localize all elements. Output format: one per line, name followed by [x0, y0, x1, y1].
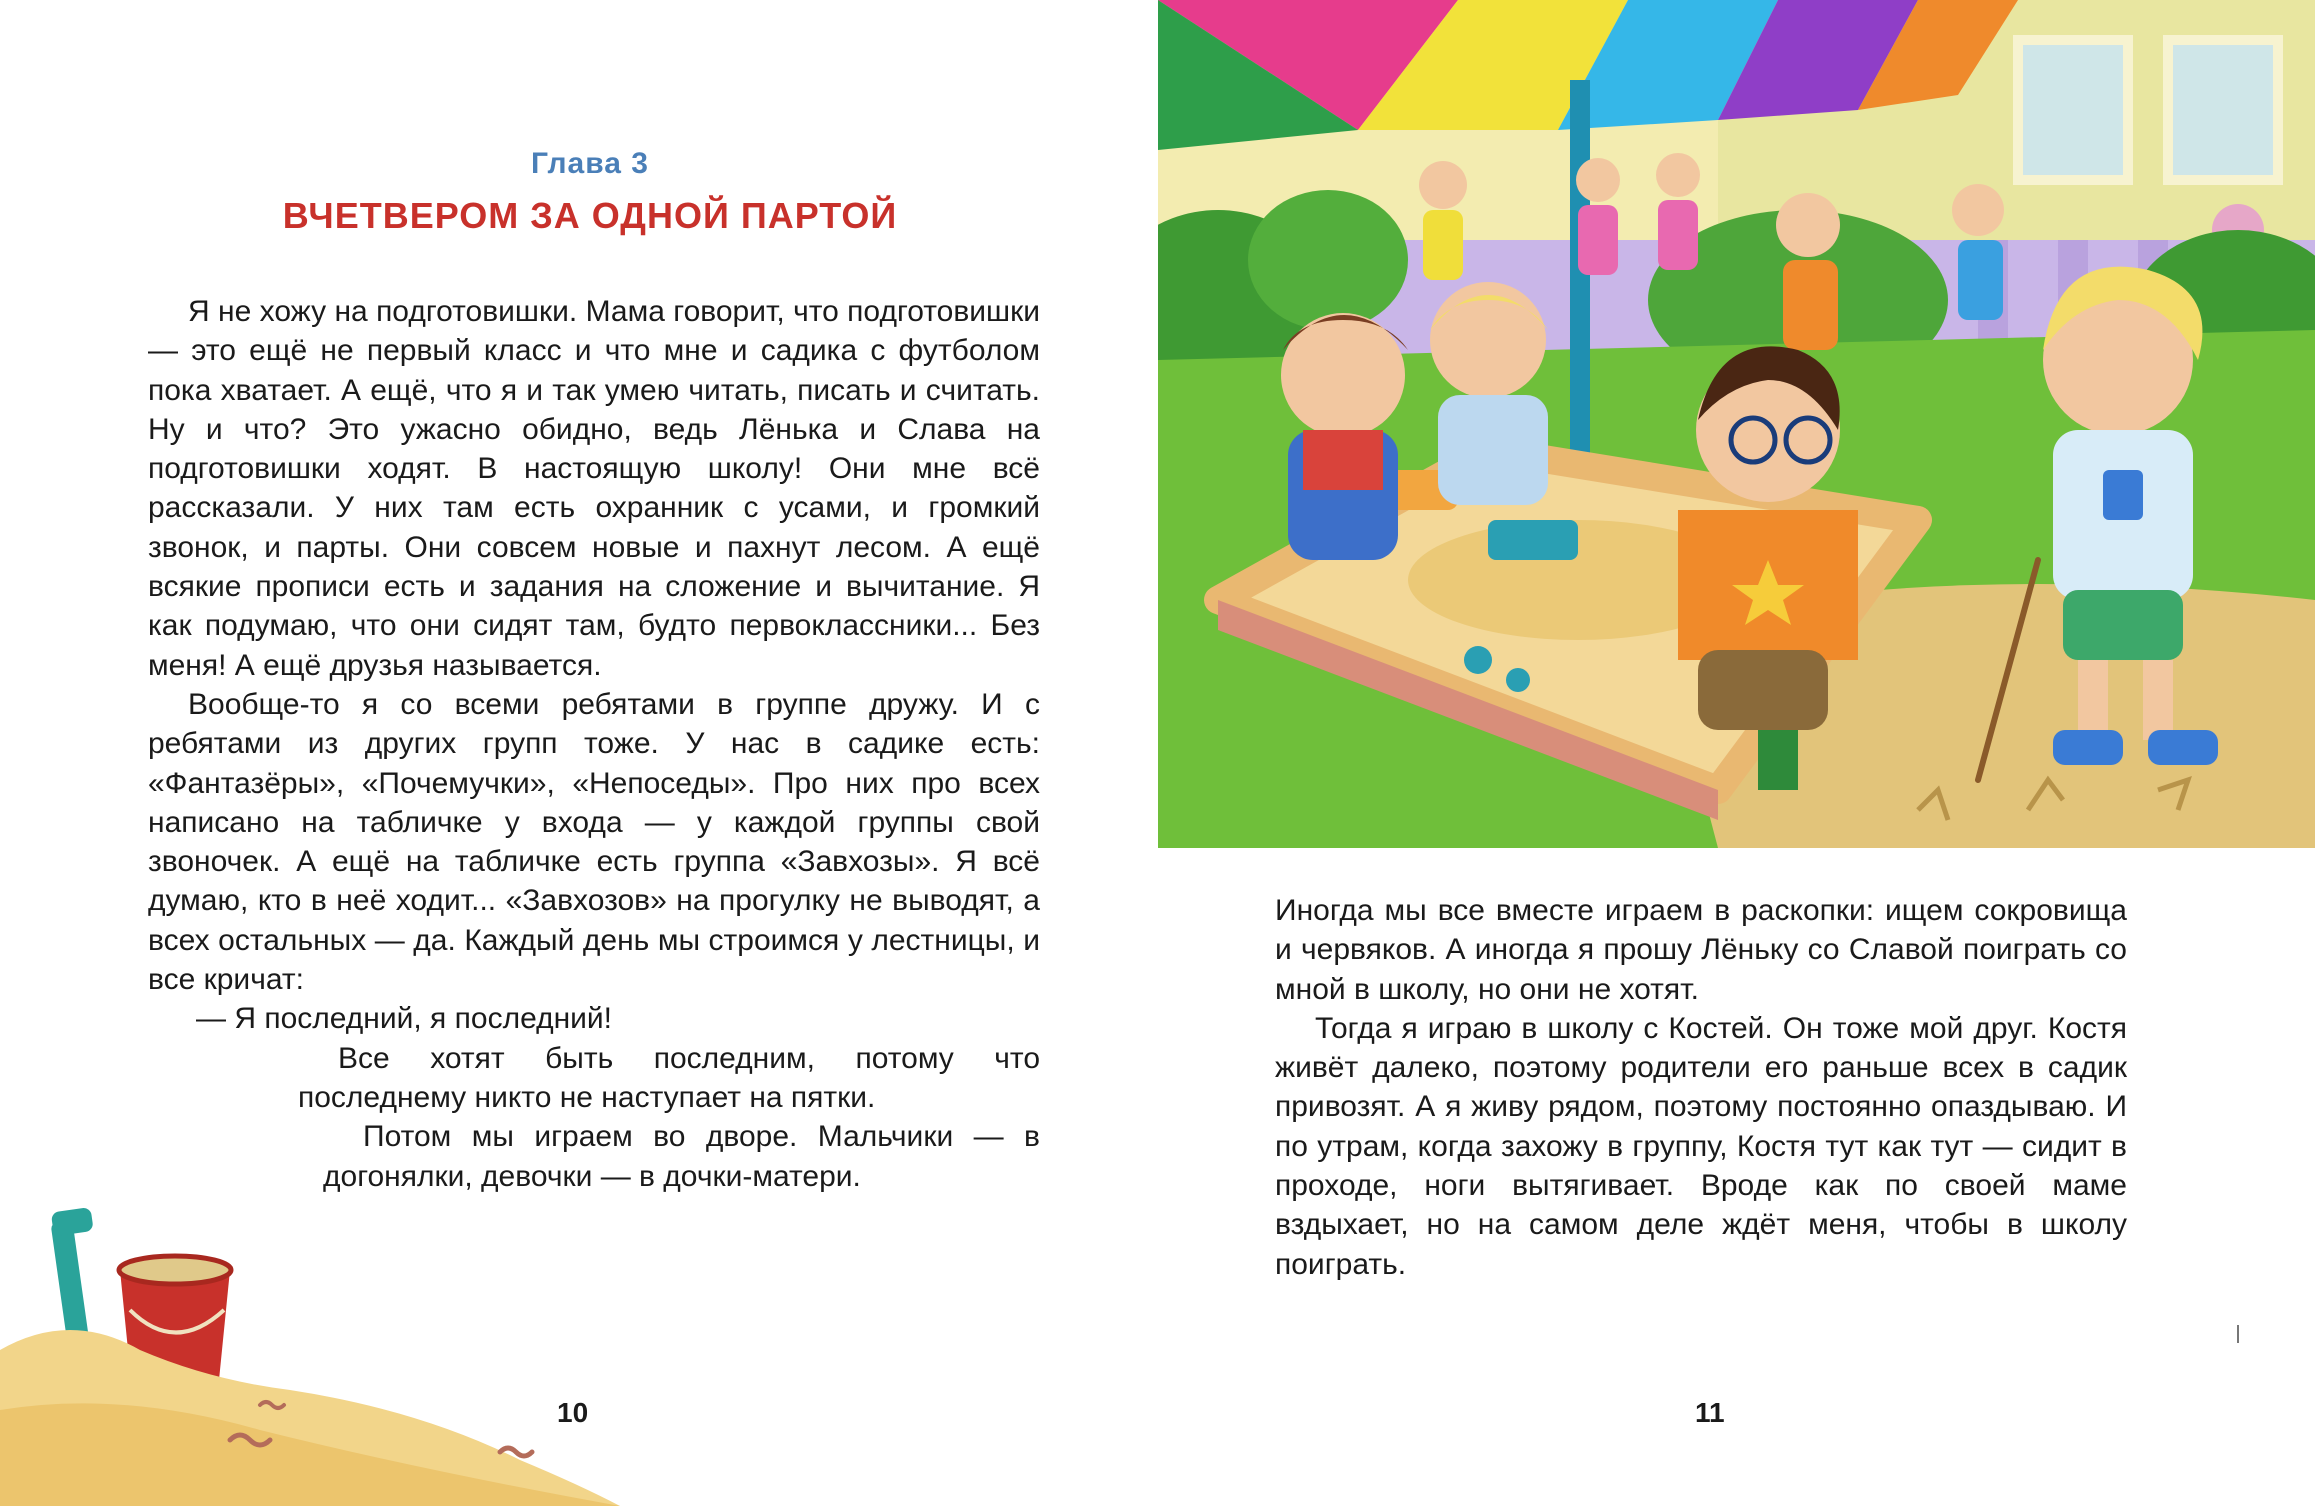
chapter-title: ВЧЕТВЕРОМ ЗА ОДНОЙ ПАРТОЙ — [282, 195, 898, 236]
right-page-text — [1275, 891, 2127, 1284]
paragraph: Тогда я играю в школу с Костей. Он тоже мой друг. Костя живёт далеко, поэтому родители его раньше всех в садик привозят. А я живу рядом, поэтому постоянно опаздываю. И по утрам, когда захожу в группу, Костя тут как тут — сидит в проходе, ноги вытягивает. Вроде как по своей маме вздыхает, но на самом деле ждёт меня, чтобы в школу поиграть. — [1275, 1011, 2127, 1281]
page-number-left: 10 — [557, 1397, 589, 1428]
playground-illustration — [1158, 0, 2315, 848]
sand-bucket-spade-image — [0, 1180, 620, 1506]
paragraph: Вообще-то я со всеми ребятами в группе дружу. И с ребятами из других групп тоже. У нас в садике есть: «Фантазёры», «Почемучки», «Непоседы». Про них про всех написано на табличке у входа — у каждой группы свой звоночек. А ещё на табличке есть группа «Завхозы». Я всё думаю, кто в неё ходит... «Завхозов» на прогулку не выводят, а всех остальных — да. Каждый день мы строимся у лестницы, и все кричат: — [148, 687, 1040, 997]
page-number-right: 11 — [1695, 1397, 1725, 1428]
paragraph: Я не хожу на подготовишки. Мама говорит, что подготовишки — это ещё не первый класс и что мне и садика с футболом пока хватает. А ещё, что я и так умею читать, писать и считать. Ну и что? Это ужасно обидно, ведь Лёнька и Слава на подготовишки ходят. В настоящую школу! Они мне всё рассказали. У них там есть охранник с усами, и громкий звонок, и парты. Они совсем новые и пахнут лесом. А ещё всякие прописи есть и задания на сложение и вычитание. Я как подумаю, что они сидят там, будто первоклассники... Без меня! А ещё друзья называется. — [148, 295, 1040, 682]
chapter-label: Глава 3 — [530, 147, 649, 180]
dialog-line: — Я последний, я последний! — [196, 1002, 613, 1036]
page-mark — [2237, 1325, 2239, 1343]
paragraph: Потом мы играем во дворе. Мальчики — в догонялки, девочки — в дочки-матери. — [323, 1120, 1040, 1193]
sand-pile-illustration — [0, 1180, 620, 1506]
children-sandbox-image — [1158, 0, 2315, 848]
left-page-text — [148, 292, 1040, 1196]
paragraph: Все хотят быть последним, потому что последнему никто не наступает на пятки. — [298, 1041, 1040, 1114]
paragraph: Иногда мы все вместе играем в раскопки: ищем сокровища и червяков. А иногда я прошу Лёньку со Славой поиграть со мной в школу, но они не хотят. — [1275, 894, 2127, 1006]
